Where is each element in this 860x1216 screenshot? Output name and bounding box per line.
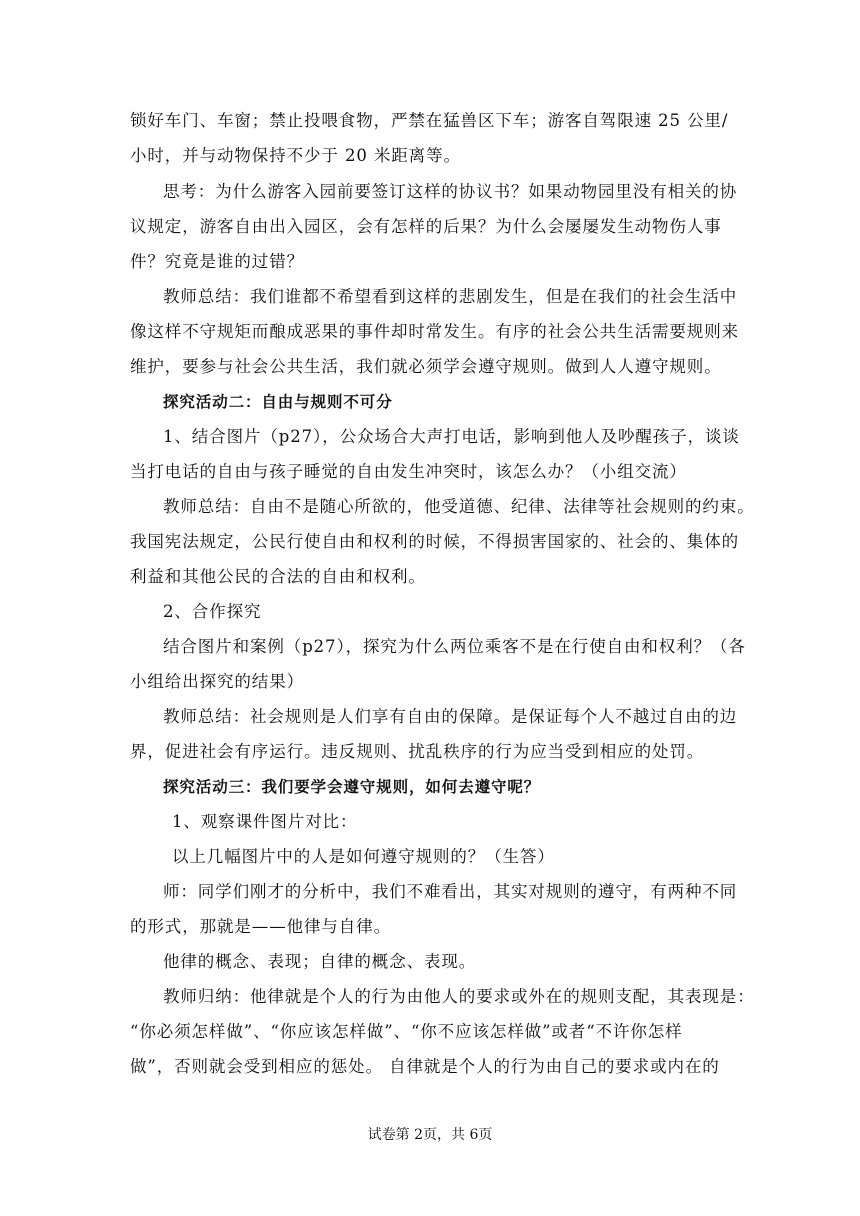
- text-line: 利益和其他公民的合法的自由和权利。: [130, 567, 426, 586]
- text-line: 以上几幅图片中的人是如何遵守规则的？（生答）: [172, 847, 555, 866]
- text-line: 教师总结：社会规则是人们享有自由的保障。是保证每个人不越过自由的边: [163, 707, 738, 726]
- text-line: 教师总结：自由不是随心所欲的，他受道德、纪律、法律等社会规则的约束。: [163, 497, 755, 516]
- text-line: 界，促进社会有序运行。违反规则、扰乱秩序的行为应当受到相应的处罚。: [130, 742, 705, 761]
- page-footer: 试卷第 2页，共 6页: [367, 1127, 493, 1143]
- text-line: 思考：为什么游客入园前要签订这样的协议书？如果动物园里没有相关的协: [163, 182, 738, 201]
- text-line: 像这样不守规矩而酿成恶果的事件却时常发生。有序的社会公共生活需要规则来: [130, 322, 739, 341]
- section-heading: 探究活动二：自由与规则不可分: [163, 393, 393, 411]
- text-line: 1、观察课件图片对比：: [172, 812, 358, 831]
- text-line: 议规定，游客自由出入园区，会有怎样的后果？为什么会屡屡发生动物伤人事: [130, 217, 722, 236]
- text-line: 维护，要参与社会公共生活，我们就必须学会遵守规则。做到人人遵守规则。: [130, 357, 722, 376]
- text-line: 小组给出探究的结果）: [130, 672, 304, 691]
- text-line: 1、结合图片（p27），公众场合大声打电话，影响到他人及吵醒孩子，谈谈: [163, 427, 740, 446]
- text-line: 小时，并与动物保持不少于 20 米距离等。: [130, 146, 461, 165]
- text-line: 结合图片和案例（p27），探究为什么两位乘客不是在行使自由和权利？（各: [163, 637, 746, 656]
- text-line: 锁好车门、车窗；禁止投喂食物，严禁在猛兽区下车；游客自驾限速 25 公里/: [130, 111, 729, 130]
- text-line: 做”，否则就会受到相应的惩处。 自律就是个人的行为由自己的要求或内在的: [130, 1057, 720, 1076]
- section-heading: 探究活动三：我们要学会遵守规则，如何去遵守呢？: [163, 778, 541, 796]
- text-line: 他律的概念、表现；自律的概念、表现。: [163, 952, 477, 971]
- text-line: 件？究竟是谁的过错？: [130, 252, 304, 271]
- text-line: 我国宪法规定，公民行使自由和权利的时候，不得损害国家的、社会的、集体的: [130, 532, 739, 551]
- text-line: 当打电话的自由与孩子睡觉的自由发生冲突时，该怎么办？（小组交流）: [130, 462, 687, 481]
- text-line: 教师总结：我们谁都不希望看到这样的悲剧发生，但是在我们的社会生活中: [163, 287, 738, 306]
- text-line: 教师归纳：他律就是个人的行为由他人的要求或外在的规则支配，其表现是：: [163, 987, 755, 1006]
- text-line: 师：同学们刚才的分析中，我们不难看出，其实对规则的遵守，有两种不同: [163, 882, 738, 901]
- text-line: “你必须怎样做”、“你应该怎样做”、“你不应该怎样做”或者“不许你怎样: [130, 1022, 683, 1041]
- text-line: 2、合作探究: [163, 602, 262, 621]
- text-line: 的形式，那就是——他律与自律。: [130, 917, 391, 936]
